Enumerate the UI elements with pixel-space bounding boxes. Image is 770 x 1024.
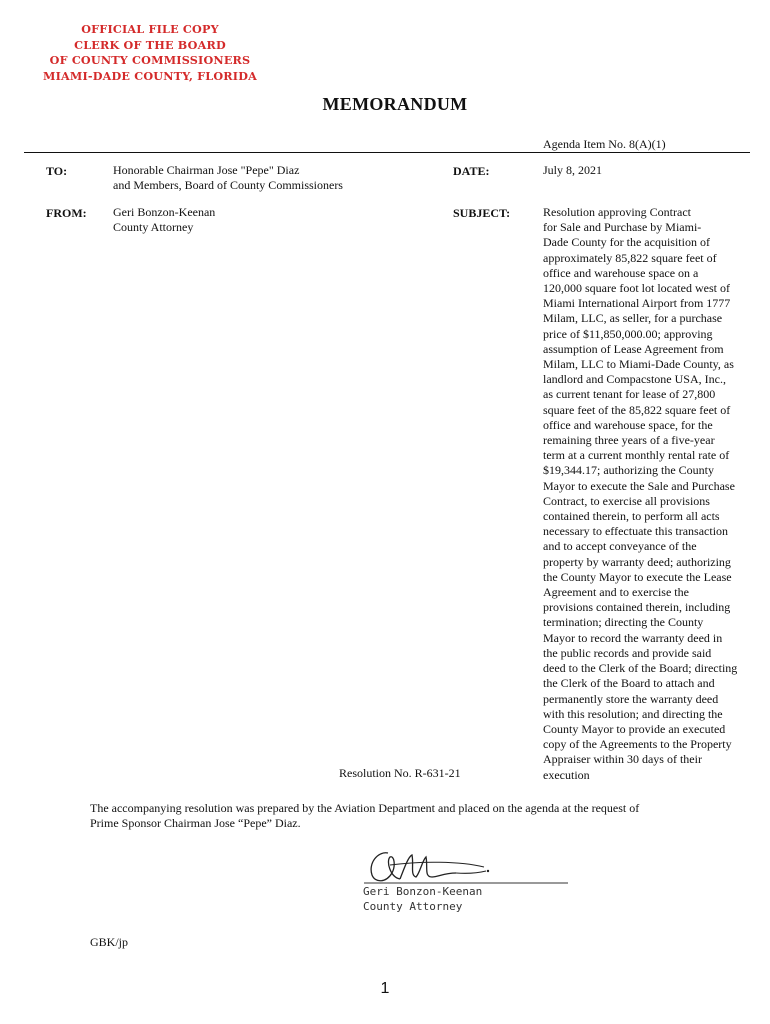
to-line: Honorable Chairman Jose "Pepe" Diaz <box>113 163 300 177</box>
from-line: County Attorney <box>113 220 194 234</box>
subject-line: Mayor to record the warranty deed in <box>543 630 723 645</box>
date-value: July 8, 2021 <box>543 163 603 177</box>
subject-line: 120,000 square foot lot located west of <box>543 281 730 296</box>
signature-block <box>363 884 482 914</box>
from-line: Geri Bonzon-Keenan <box>113 205 216 219</box>
subject-line: approximately 85,822 square feet of <box>543 250 717 265</box>
subject-line: Contract, to exercise all provisions <box>543 493 710 508</box>
subject-line: copy of the Agreements to the Property <box>543 737 732 752</box>
subject-line: Miami International Airport from 1777 <box>543 296 731 311</box>
subject-line: the Clerk of the Board to attach and <box>543 676 715 691</box>
subject-line: office and warehouse space, for the <box>543 417 713 432</box>
agenda-item-number: Agenda Item No. 8(A)(1) <box>543 137 666 151</box>
subject-line: necessary to effectuate this transaction <box>543 524 729 539</box>
official-file-copy-stamp <box>36 22 264 84</box>
signer-title: County Attorney <box>363 900 463 913</box>
subject-line: and to accept conveyance of the <box>543 539 697 554</box>
subject-line: with this resolution; and directing the <box>543 706 723 721</box>
to-recipients <box>113 163 343 193</box>
subject-line: Agreement and to exercise the <box>543 585 689 600</box>
subject-line: Resolution approving Contract <box>543 205 691 219</box>
subject-line: square feet of the 85,822 square feet of <box>543 402 731 417</box>
subject-line: $19,344.17; authorizing the County <box>543 463 714 478</box>
subject-line: remaining three years of a five-year <box>543 433 715 448</box>
subject-line: permanently store the warranty deed <box>543 691 719 706</box>
stamp-line: CLERK OF THE BOARD <box>74 37 226 52</box>
stamp-line: OF COUNTY COMMISSIONERS <box>49 53 251 67</box>
subject-label: SUBJECT: <box>453 206 511 220</box>
header-divider <box>24 152 750 153</box>
body-paragraph <box>90 801 639 831</box>
subject-line: County Mayor to provide an executed <box>543 721 726 736</box>
subject-line: assumption of Lease Agreement from <box>543 341 724 356</box>
signer-name: Geri Bonzon-Keenan <box>363 885 483 898</box>
typist-initials: GBK/jp <box>90 935 129 949</box>
to-line: and Members, Board of County Commissioners <box>113 178 343 192</box>
from-label: FROM: <box>46 206 87 220</box>
subject-line: Mayor to execute the Sale and Purchase <box>543 478 735 493</box>
subject-line: the public records and provide said <box>543 645 712 660</box>
to-label: TO: <box>46 164 68 178</box>
body-line: Prime Sponsor Chairman Jose “Pepe” Diaz. <box>90 816 301 830</box>
subject-line: as current tenant for lease of 27,800 <box>543 387 716 402</box>
subject-line: execution <box>543 767 590 782</box>
resolution-number: Resolution No. R-631-21 <box>339 766 461 780</box>
subject-line: property by warranty deed; authorizing <box>543 554 731 569</box>
subject-line: termination; directing the County <box>543 615 704 630</box>
subject-line: office and warehouse space on a <box>543 265 699 280</box>
subject-line: Milam, LLC, as seller, for a purchase <box>543 311 723 326</box>
subject-line: term at a current monthly rental rate of <box>543 448 730 463</box>
page-number: 1 <box>380 980 390 997</box>
subject-line: Appraiser within 30 days of their <box>543 752 702 767</box>
subject-line: provisions contained therein, including <box>543 600 731 615</box>
body-line: The accompanying resolution was prepared by the Aviation Department and placed on the agenda at the request of <box>90 801 640 815</box>
subject-line: Milam, LLC to Miami-Dade County, as <box>543 357 734 372</box>
subject-line: Dade County for the acquisition of <box>543 235 710 250</box>
subject-line: the County Mayor to execute the Lease <box>543 569 732 584</box>
date-label: DATE: <box>453 164 490 178</box>
stamp-line: MIAMI-DADE COUNTY, FLORIDA <box>42 68 258 83</box>
subject-line: for Sale and Purchase by Miami- <box>543 220 702 235</box>
stamp-line: OFFICIAL FILE COPY <box>81 22 219 36</box>
subject-line: contained therein, to perform all acts <box>543 509 720 524</box>
subject-text <box>543 205 753 783</box>
subject-line: price of $11,850,000.00; approving <box>543 326 713 341</box>
subject-line: deed to the Clerk of the Board; directing <box>543 661 738 676</box>
from-sender <box>113 205 215 235</box>
memo-title: MEMORANDUM <box>322 94 468 114</box>
subject-line: landlord and Compacstone USA, Inc., <box>543 372 726 387</box>
